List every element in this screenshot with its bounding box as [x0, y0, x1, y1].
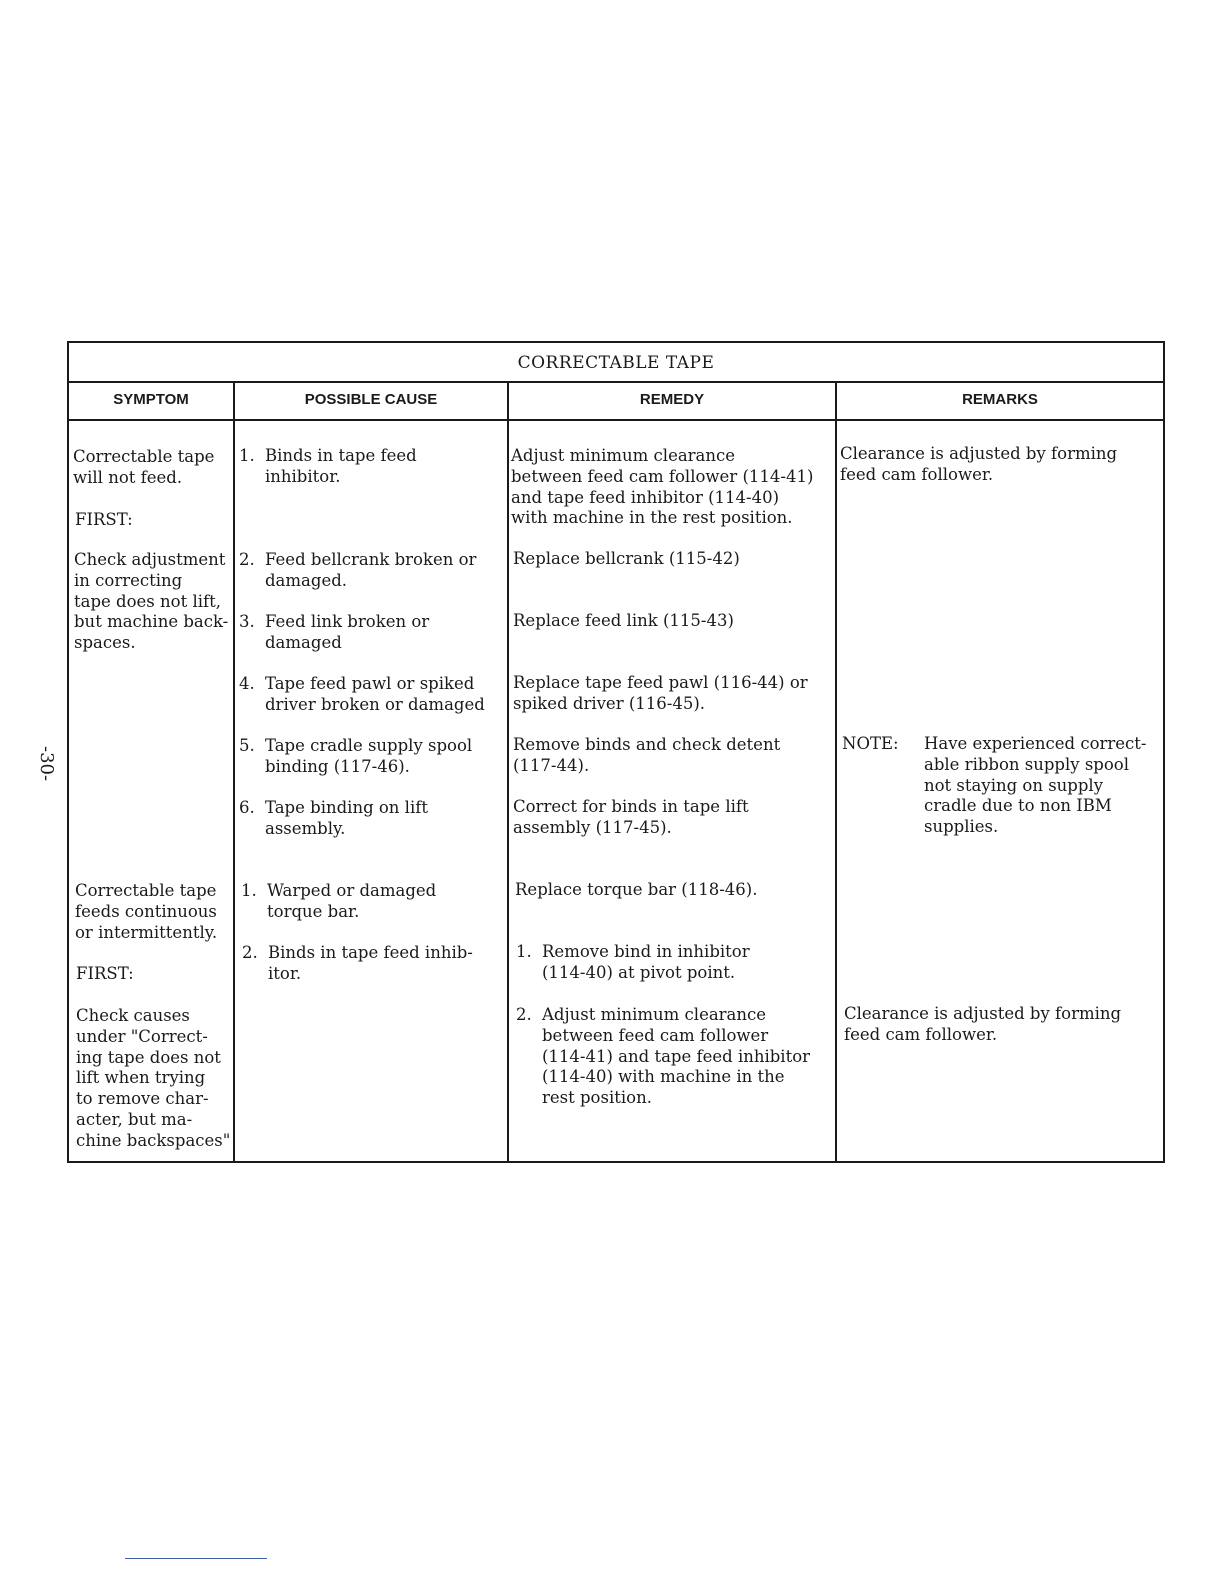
cause-text: Feed bellcrank broken or damaged.: [265, 550, 477, 590]
remedy-text: Correct for binds in tape lift assembly (117-45).: [513, 797, 749, 837]
remedy-text: Adjust minimum clearance between feed cam follower (114-41) and tape feed inhibitor (114-40) with machine in the rest position.: [511, 446, 814, 528]
header-possible-cause: POSSIBLE CAUSE: [304, 391, 438, 408]
remedy-item-text: Adjust minimum clearance between feed cam follower (114-41) and tape feed inhibitor (114-40) with machine in the rest position.: [542, 1005, 811, 1108]
footnote-rule: [125, 1558, 267, 1559]
troubleshooting-table: [67, 341, 1165, 1163]
cause-number: 3.: [239, 612, 255, 631]
cause-text: Feed link broken or damaged: [265, 612, 430, 652]
cause-number: 2.: [239, 550, 255, 569]
cause-number: 2.: [242, 943, 258, 962]
remedy-text: Remove binds and check detent (117-44).: [513, 735, 781, 775]
header-remedy: REMEDY: [639, 391, 705, 408]
note-text: Have experienced correct- able ribbon supply spool not staying on supply cradle due to non IBM supplies.: [924, 734, 1147, 837]
cause-text: Tape feed pawl or spiked driver broken or damaged: [265, 674, 485, 714]
remedy-text: Replace feed link (115-43): [513, 611, 734, 630]
cause-text: Tape binding on lift assembly.: [265, 798, 428, 838]
remedy-number: 1.: [516, 942, 532, 961]
cause-text: Tape cradle supply spool binding (117-46).: [265, 736, 473, 776]
cause-number: 1.: [241, 881, 257, 900]
page-number: -30-: [36, 746, 57, 782]
column-divider: [233, 381, 235, 1161]
column-divider: [835, 381, 837, 1161]
cause-text: Binds in tape feed inhibitor.: [265, 446, 417, 486]
cause-number: 4.: [239, 674, 255, 693]
cause-item: [239, 446, 417, 529]
symptom-text: Correctable tape will not feed.: [73, 447, 215, 487]
remedy-number: 2.: [516, 1005, 532, 1024]
cause-text: Warped or damaged torque bar.: [267, 881, 437, 921]
table-title: CORRECTABLE TAPE: [69, 343, 1163, 383]
remark-text: Clearance is adjusted by forming feed cam follower.: [844, 1004, 1122, 1044]
cause-number: 5.: [239, 736, 255, 755]
cause-number: 1.: [239, 446, 255, 465]
column-divider: [507, 381, 509, 1161]
first-label: FIRST:: [76, 964, 134, 983]
symptom-text: Correctable tape feeds continuous or intermittently.: [75, 881, 218, 942]
header-remarks: REMARKS: [962, 391, 1038, 408]
note-label: NOTE:: [842, 734, 899, 753]
remedy-item: [516, 1005, 811, 1108]
remedy-text: Replace bellcrank (115-42): [513, 549, 740, 568]
first-label: FIRST:: [75, 510, 133, 529]
cause-text: Binds in tape feed inhib- itor.: [268, 943, 473, 983]
cause-number: 6.: [239, 798, 255, 817]
remedy-item-text: Remove bind in inhibitor (114-40) at pivot point.: [542, 942, 750, 982]
cause-item: [239, 798, 428, 881]
remedy-text: Replace tape feed pawl (116-44) or spiked driver (116-45).: [513, 673, 808, 713]
check-text: Check causes under "Correct- ing tape does not lift when trying to remove char- acter, but ma- chine backspaces": [76, 1006, 231, 1150]
remedy-text: Replace torque bar (118-46).: [515, 880, 758, 899]
cause-item: [242, 943, 473, 1026]
remark-text: Clearance is adjusted by forming feed cam follower.: [840, 444, 1118, 484]
header-symptom: SYMPTOM: [113, 391, 189, 408]
check-text: Check adjustment in correcting tape does not lift, but machine back- spaces.: [74, 550, 229, 653]
